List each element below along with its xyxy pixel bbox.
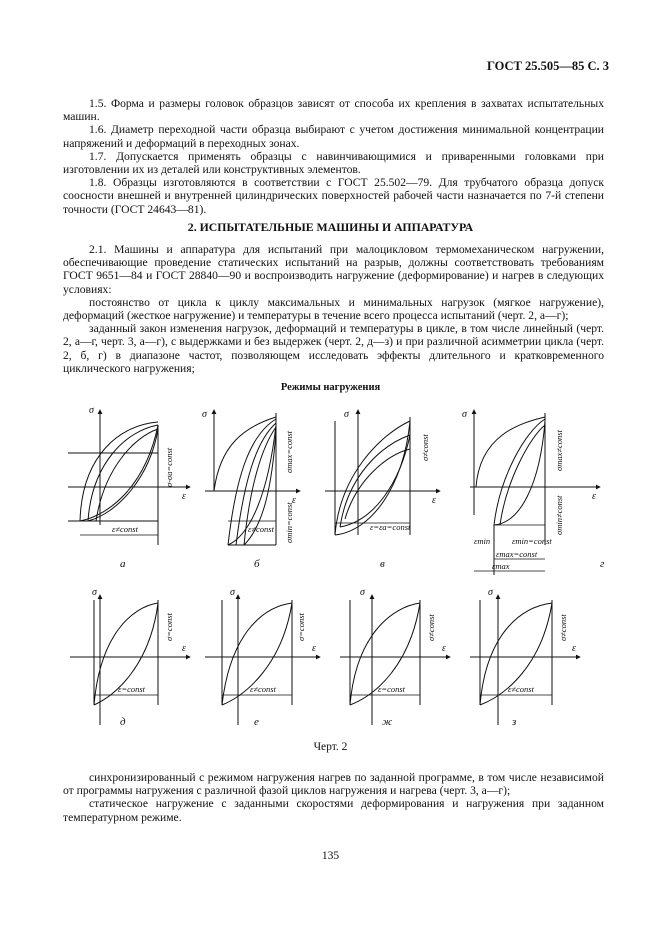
note-d-1: σ=const [164,613,174,641]
axis-eps-label-v: ε [432,495,436,506]
page-number: 135 [321,850,340,862]
figure-caption: Режимы нагружения [280,382,381,393]
panel-letter-a: а [120,558,126,570]
panel-b [202,409,300,570]
note-v-2: ε=εa=const [370,522,411,532]
note-v-1: σ≠const [420,434,430,461]
axis-eps-label-b: ε [292,495,296,506]
note-g-6: εmax [492,561,510,571]
condition-synchronized-heating: синхронизированный с режимом нагружения нагрев по заданной программе, в том числе независимой от программы нагружения с различной фазой циклов нагружения и нагрева (черт. 3, а—г); [63,771,604,798]
note-g-3: εmin [474,536,491,546]
note-a-2: ε≠const [112,524,138,534]
axis-sigma-label-z: σ [488,587,493,598]
panel-letter-v: в [380,558,385,570]
note-zh-2: ε=const [378,684,406,694]
note-g-1: σmax≠const [554,430,564,471]
note-g-5: εmax=const [496,549,538,559]
paragraph-1-7: 1.7. Допускается применять образцы с навинчивающимися и приваренными головками при изготовлении их из деталей или конструктивных элементов. [63,149,604,177]
note-e-2: ε≠const [250,684,276,694]
paragraph-1-8: 1.8. Образцы изготовляются в соответствии с ГОСТ 25.502—79. Для трубчатого образца допуск соосности внешней и внутренней цилиндрических поверхностей рабочей части назначается по 7-й степени точности (ГОСТ 24643—81). [63,176,604,216]
panel-letter-g: г [600,558,605,570]
axis-sigma-label-e: σ [230,587,235,598]
section-paragraphs [63,243,604,375]
axis-sigma-label-d: σ [92,587,97,598]
panel-a [68,405,190,570]
note-b-3: ε≠const [248,524,274,534]
axis-sigma-label-zh: σ [360,587,365,598]
note-a-1: σ-σa=const [164,447,174,487]
axis-eps-label-d: ε [182,643,186,654]
condition-load-law: заданный закон изменения нагрузок, деформаций и температуры в цикле, в том числе линейный (черт. 2, а—г, черт. 3, а—г), с выдержками и без выдержек (черт. 2, д—з) и при различной асимметрии цикла (черт. 2, б, г) в диапазоне частот, позволяющем исследовать эффекты длительного и кратковременного циклического нагружения; [63,322,604,375]
panel-z [470,587,580,728]
panel-letter-e: е [254,716,259,728]
axis-eps-label-z: ε [572,643,576,654]
paragraph-1-6: 1.6. Диаметр переходной части образца выбирают с учетом достижения минимальной концентрации напряжений и деформаций в переходных зонах. [63,123,604,150]
paragraph-1-5: 1.5. Форма и размеры головок образцов зависят от способа их крепления в захватах испытательных машин. [63,97,604,124]
axis-eps-label: ε [182,491,186,502]
condition-static-loading: статическое нагружение с заданными скоростями деформирования и нагружения при заданном температурном режиме. [63,797,604,824]
note-z-2: ε≠const [508,684,534,694]
axis-eps-label-e: ε [312,643,316,654]
axis-sigma-label: σ [89,405,94,416]
axis-sigma-label-b: σ [202,409,207,420]
paragraph-2-1: 2.1. Машины и аппаратура для испытаний при малоцикловом термомеханическом нагружении, обеспечивающие проведение статических испытаний на разрыв, должны соответствовать требованиям ГОСТ 9651—84 и ГОСТ 28840—90 и воспроизводить нагружение (деформирование) и нагрев в следующих условиях: [63,243,604,296]
figure-label: Черт. 2 [313,741,348,753]
note-e-1: σ=const [296,613,306,641]
panel-letter-zh: ж [382,716,393,728]
intro-paragraphs [63,97,604,216]
axis-eps-label-g: ε [592,491,596,502]
section-title: 2. ИСПЫТАТЕЛЬНЫЕ МАШИНЫ И АППАРАТУРА [187,220,474,234]
panel-v [325,409,440,570]
note-b-2: σmin=const [284,502,294,543]
panel-letter-b: б [254,558,260,570]
panel-d [70,587,190,728]
panel-letter-d: д [120,716,126,728]
note-z-1: σ≠const [558,614,568,641]
axis-sigma-label-g: σ [462,409,467,420]
closing-paragraphs [63,771,604,824]
condition-constant-loads: постоянство от цикла к циклу максимальных и минимальных нагрузок (мягкое нагружение), деформаций (жесткое нагружение) и температуры в течение всего процесса испытаний (черт. 2, а—г); [63,295,604,323]
panel-letter-z: з [512,716,517,728]
note-zh-1: σ≠const [426,614,436,641]
page-header: ГОСТ 25.505—85 С. 3 [486,59,609,73]
note-g-4: εmin=const [512,536,552,546]
panel-zh [340,587,450,728]
note-d-2: ε=const [118,684,146,694]
panel-g [462,409,605,575]
note-g-2: σmin≠const [554,495,564,535]
axis-sigma-label-v: σ [344,409,349,420]
panel-e [205,587,320,728]
loading-modes-figure [0,395,661,735]
axis-eps-label-zh: ε [442,643,446,654]
note-b-1: σmax=const [284,430,294,473]
